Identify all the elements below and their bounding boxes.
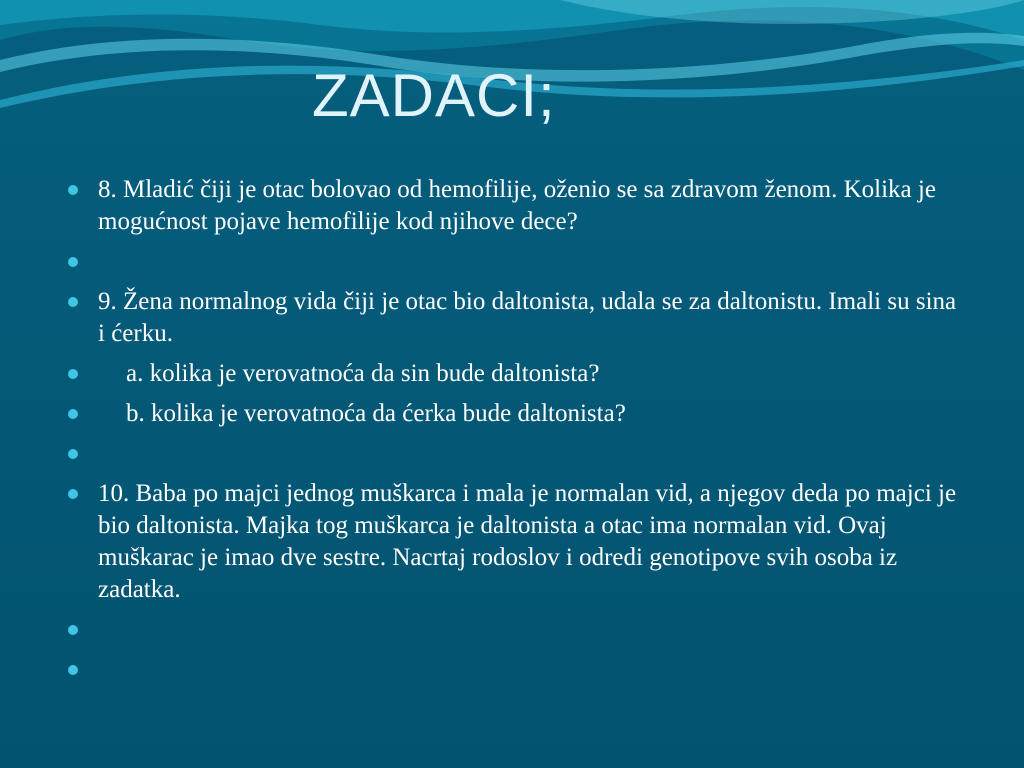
bullet-icon bbox=[68, 257, 78, 267]
list-item-empty bbox=[66, 246, 966, 278]
bullet-icon bbox=[68, 369, 78, 379]
list-item-task-9 bbox=[66, 286, 966, 350]
slide-title: ZADACI; bbox=[312, 62, 556, 129]
bullet-icon bbox=[68, 449, 78, 459]
list-item-task-9b bbox=[66, 398, 966, 430]
list-item-text: 8. Mladić čiji je otac bolovao od hemofilije, oženio se sa zdravom ženom. Kolika je mogućnost pojave hemofilije kod njihove dece? bbox=[98, 176, 936, 235]
list-item-text: b. kolika je verovatnoća da ćerka bude daltonista? bbox=[126, 400, 626, 427]
list-item-text: 9. Žena normalnog vida čiji je otac bio daltonista, udala se za daltonistu. Imali su sina i ćerku. bbox=[98, 288, 957, 347]
bullet-icon bbox=[68, 185, 78, 195]
bullet-icon bbox=[68, 665, 78, 675]
bullet-icon bbox=[68, 625, 78, 635]
list-item-text: a. kolika je verovatnoća da sin bude daltonista? bbox=[126, 360, 600, 387]
bullet-icon bbox=[68, 489, 78, 499]
bullet-icon bbox=[68, 409, 78, 419]
list-item-empty bbox=[66, 654, 966, 686]
list-item-text: 10. Baba po majci jednog muškarca i mala je normalan vid, a njegov deda po majci je bio daltonista. Majka tog muškarca je daltonista a otac ima normalan vid. Ovaj muškarac je imao dve sestre. Nacrtaj rodoslov i odredi genotipove svih osoba iz zadatka. bbox=[98, 480, 957, 603]
list-item-task-8 bbox=[66, 174, 966, 238]
list-item-empty bbox=[66, 614, 966, 646]
list-item-task-9a bbox=[66, 358, 966, 390]
bullet-icon bbox=[68, 297, 78, 307]
list-item-task-10 bbox=[66, 478, 966, 606]
bullet-list bbox=[66, 174, 966, 694]
list-item-empty bbox=[66, 438, 966, 470]
